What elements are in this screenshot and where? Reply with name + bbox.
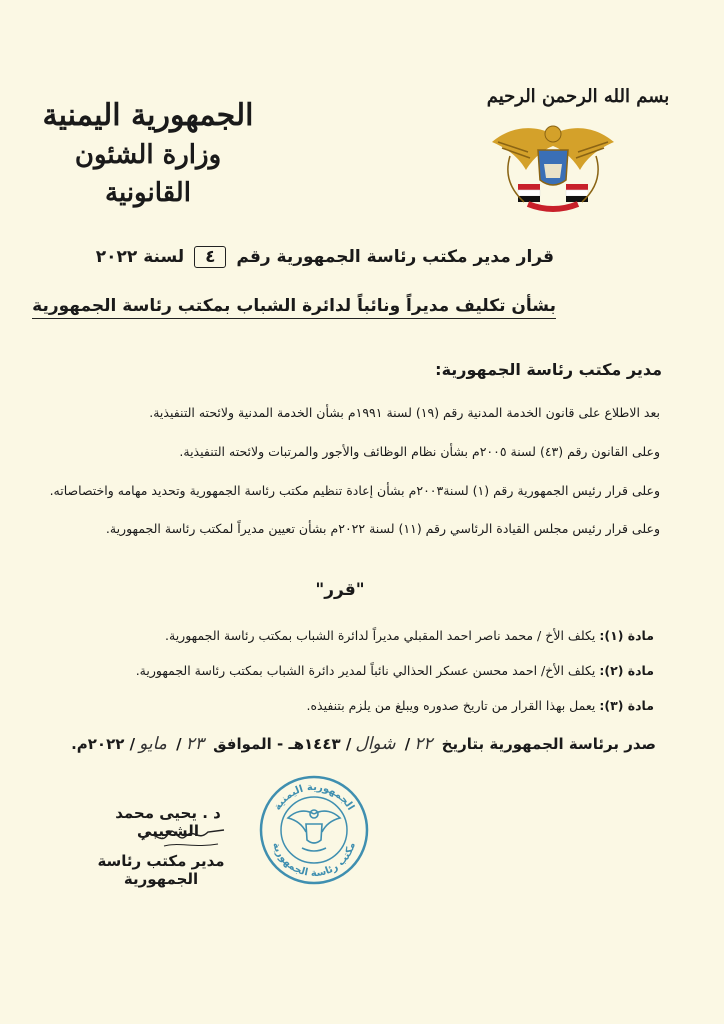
yemen-eagle-emblem-icon [488, 112, 618, 217]
issuance-prefix: صدر برئاسة الجمهورية بتاريخ [441, 735, 656, 753]
stamp-top-text: الجمهورية اليمنية [272, 781, 356, 813]
article-text: يعمل بهذا القرار من تاريخ صدوره ويبلغ من يلزم بتنفيذه. [306, 698, 596, 713]
issuance-line: صدر برئاسة الجمهورية بتاريخ ٢٢/ شوال/ ١٤٤٣هـ - الموافق ٢٣/ مايو/ ٢٠٢٢م. [71, 734, 656, 754]
article-2 [136, 663, 654, 678]
preamble-line: وعلى قرار رئيس مجلس القيادة الرئاسي رقم (١١) لسنة ٢٠٢٢م بشأن تعيين مديراً لمكتب رئاسة الجمهورية. [105, 521, 660, 536]
decided-heading: "قرر" [315, 580, 365, 600]
article-text: يكلف الأخ / محمد ناصر احمد المقبلي مديراً لدائرة الشباب بمكتب رئاسة الجمهورية. [165, 628, 596, 643]
preamble-line: وعلى قرار رئيس الجمهورية رقم (١) لسنة٢٠٠٣م بشأن إعادة تنظيم مكتب رئاسة الجمهورية وتحديد مهامه واختصاصاته. [49, 483, 660, 498]
article-label: مادة (٣): [599, 698, 654, 713]
greg-day: ٢٣ [185, 734, 204, 754]
preamble-line: وعلى القانون رقم (٤٣) لسنة ٢٠٠٥م بشأن نظام الوظائف والأجور والمرتبات ولائحته التنفيذية. [179, 444, 660, 459]
preamble-line: بعد الاطلاع على قانون الخدمة المدنية رقم (١٩) لسنة ١٩٩١م بشأن الخدمة المدنية ولائحته التنفيذية. [149, 405, 660, 420]
article-label: مادة (١): [599, 628, 654, 643]
handwritten-signature [138, 818, 228, 854]
stamp-eagle-icon [288, 810, 340, 851]
decision-title-prefix: قرار مدير مكتب رئاسة الجمهورية رقم [236, 247, 554, 267]
article-label: مادة (٢): [599, 663, 654, 678]
ministry-name: وزارة الشئون القانونية [74, 140, 222, 208]
greg-month: مايو [139, 734, 167, 754]
hijri-year: ١٤٤٣هـ - الموافق [213, 735, 341, 753]
article-3 [306, 698, 654, 713]
article-1 [165, 628, 654, 643]
letterhead-left [28, 96, 268, 212]
hijri-month: شوال [355, 734, 396, 754]
country-name: الجمهورية اليمنية [42, 98, 254, 133]
decision-title [96, 246, 554, 268]
decision-subject: بشأن تكليف مديراً ونائباً لدائرة الشباب بمكتب رئاسة الجمهورية [32, 296, 556, 319]
article-text: يكلف الأخ/ احمد محسن عسكر الحذالي نائباً لمدير دائرة الشباب بمكتب رئاسة الجمهورية. [135, 663, 596, 678]
signatory-name: د . يحيى محمد الشعيبي [115, 804, 221, 840]
signatory-title: مدير مكتب رئاسة الجمهورية [97, 852, 225, 888]
decision-year: لسنة ٢٠٢٢ [95, 247, 185, 267]
greg-year: ٢٠٢٢م. [71, 735, 125, 753]
addressee: مدير مكتب رئاسة الجمهورية: [435, 360, 662, 379]
decision-number: ٤ [194, 246, 226, 268]
basmala: بسم الله الرحمن الرحيم [486, 86, 670, 107]
official-stamp [258, 774, 370, 886]
stamp-bottom-text: مكتب رئاسة الجمهورية [270, 841, 358, 880]
hijri-day: ٢٢ [414, 734, 433, 754]
